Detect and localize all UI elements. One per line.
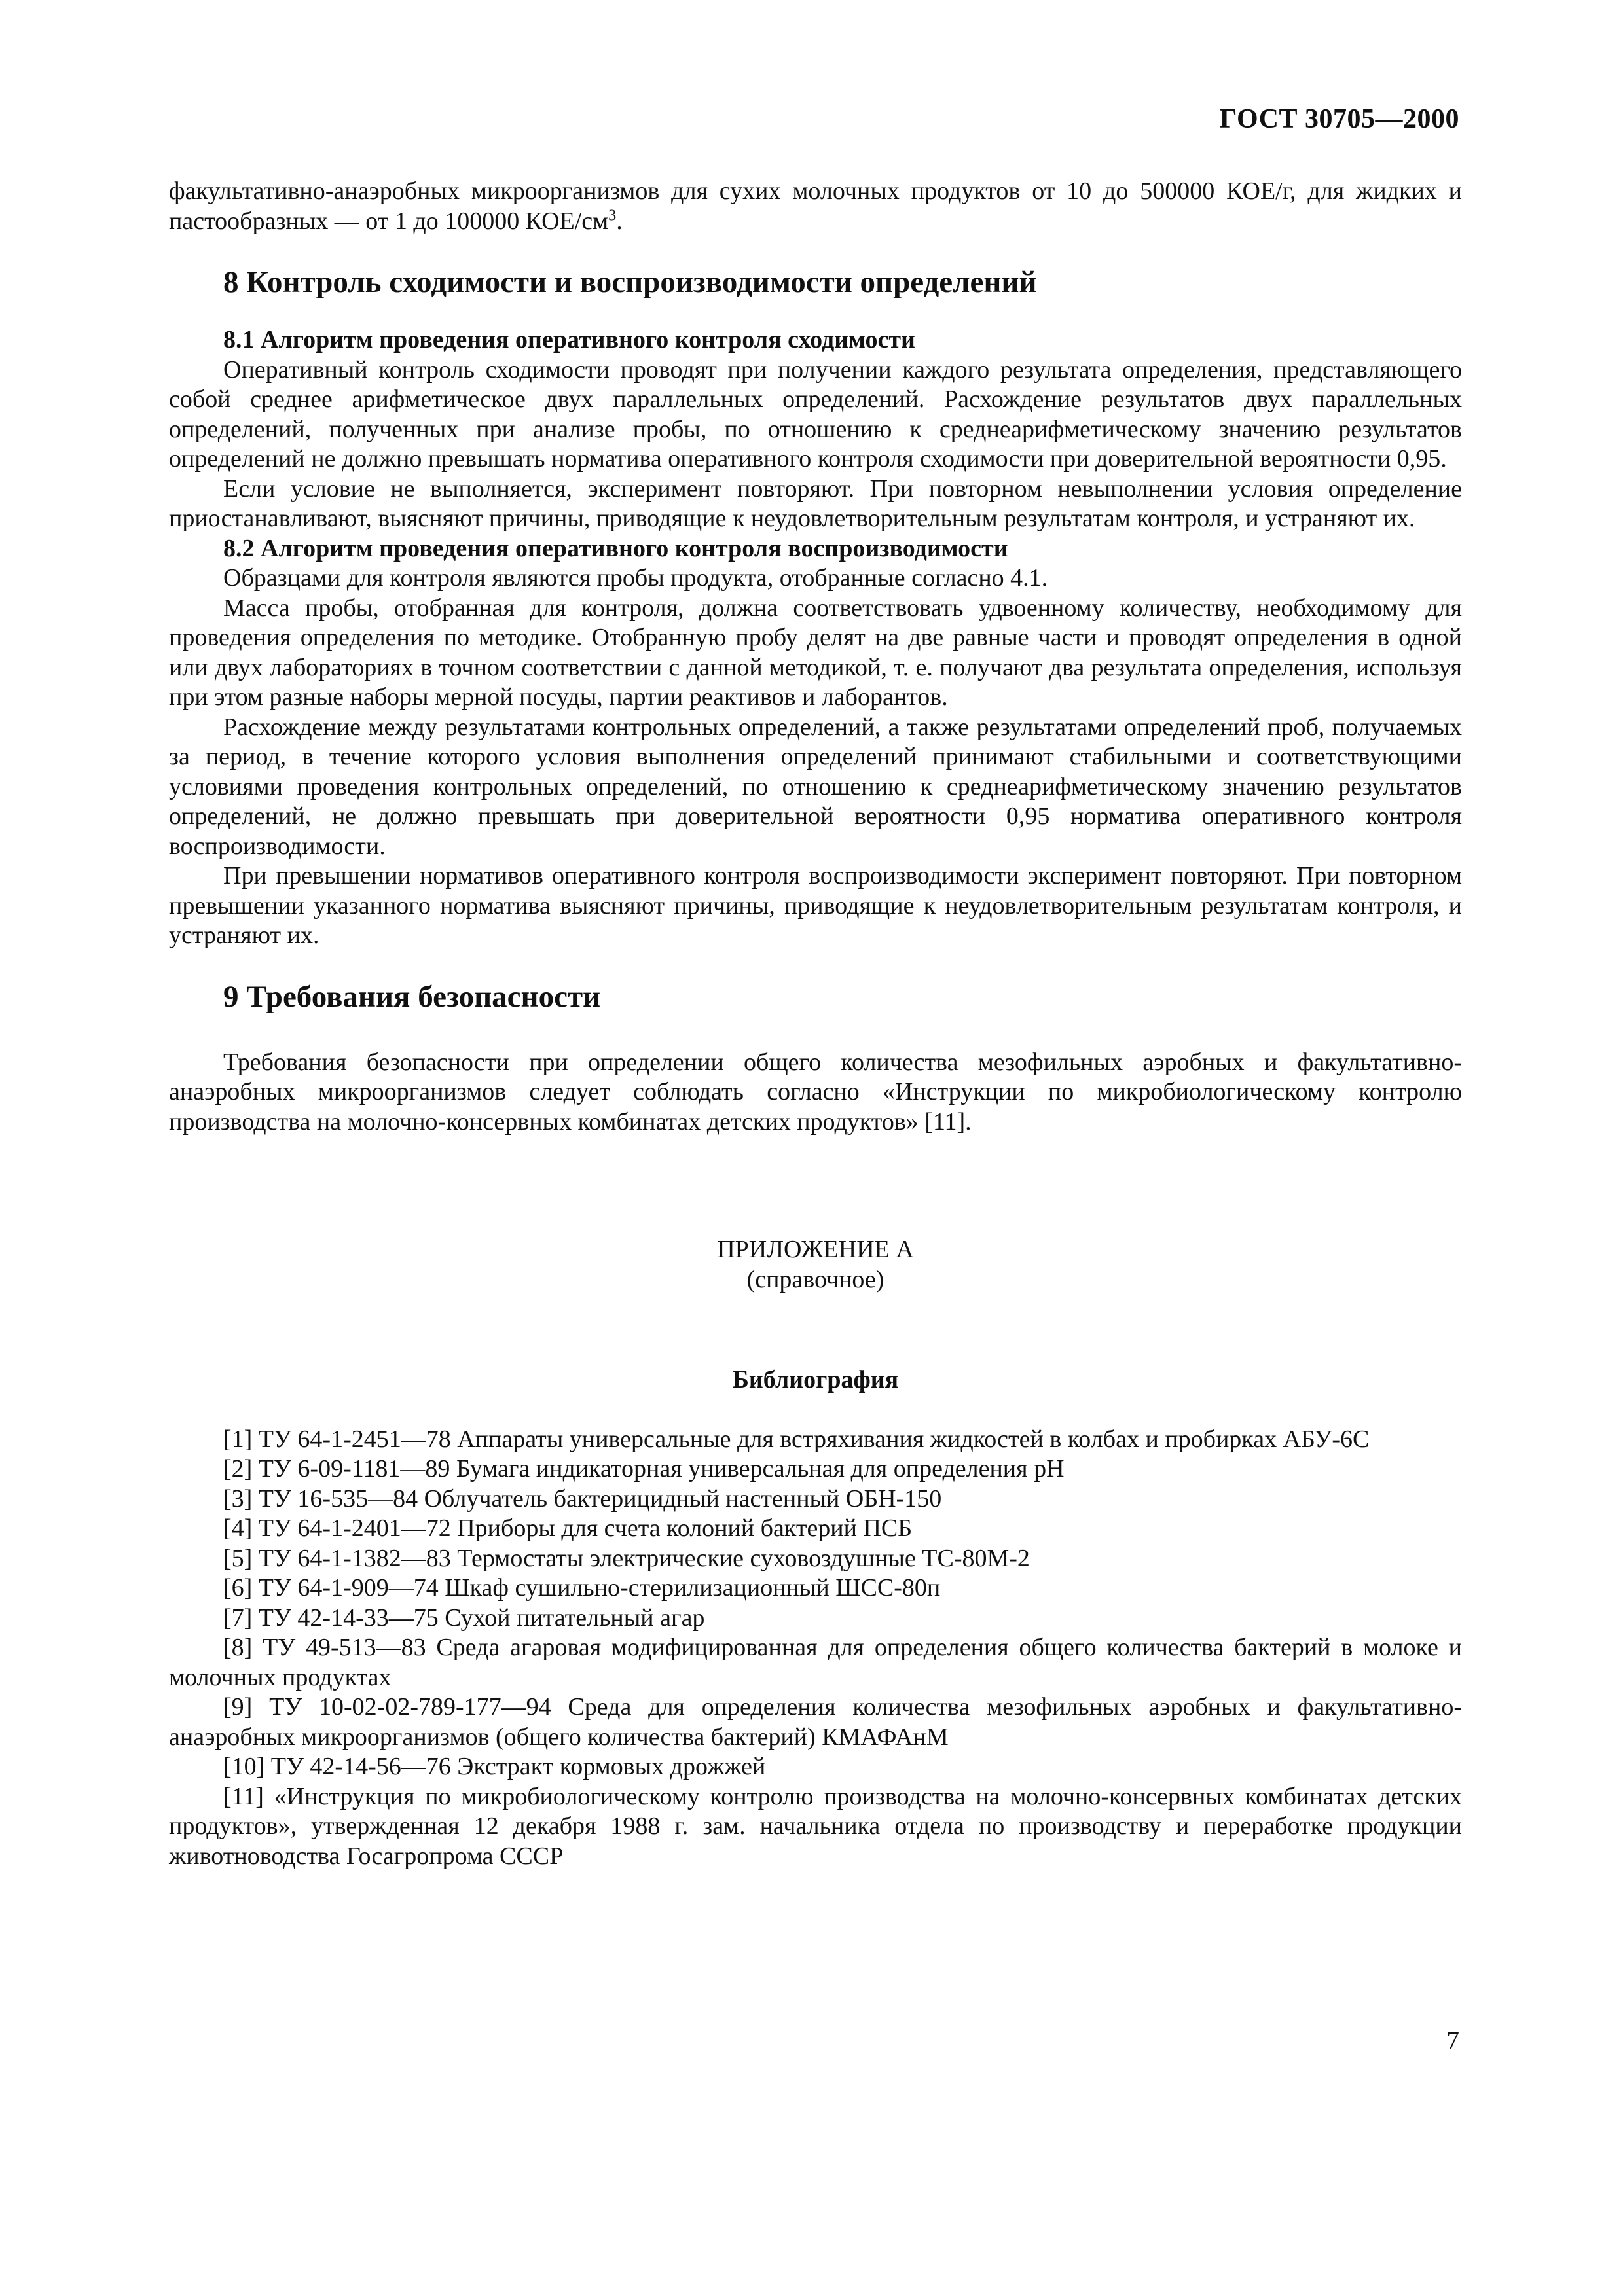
intro-text-end: . — [616, 207, 623, 235]
page-number: 7 — [1446, 2026, 1459, 2055]
appendix-title: ПРИЛОЖЕНИЕ А — [717, 1236, 914, 1263]
bibliography-list — [169, 1425, 1462, 1872]
page-content — [169, 177, 1462, 1871]
bibliography-item: [11] «Инструкция по микробиологическому контролю производства на молочно-консервных комбинатах детских продуктов», утвержденная 12 декабря 1988 г. зам. начальника отдела по производству и переработке продукции животноводства Госагропрома СССР — [169, 1782, 1462, 1870]
bibliography-item: [8] ТУ 49-513—83 Среда агаровая модифицированная для определения общего количества бактерий в молоке и молочных продуктах — [169, 1634, 1462, 1691]
section-8-2-paragraph: При превышении нормативов оперативного контроля воспроизводимости эксперимент повторяют. При повторном превышении указанного норматива выясняют причины, приводящие к неудовлетворительным результатам контроля, и устраняют их. — [169, 862, 1462, 949]
section-9-heading: 9 Требования безопасности — [223, 979, 601, 1014]
bibliography-item: [7] ТУ 42-14-33—75 Сухой питательный агар — [223, 1604, 705, 1632]
section-8-2-paragraph: Масса пробы, отобранная для контроля, должна соответствовать удвоенному количеству, необходимому для проведения определения по методике. Отобранную пробу делят на две равные части и проводят определения в одной или двух лабораториях в точном соответствии с данной методикой, т. е. получают два результата определения, используя при этом разные наборы мерной посуды, партии реактивов и лаборантов. — [169, 594, 1462, 711]
bibliography-item: [10] ТУ 42-14-56—76 Экстракт кормовых дрожжей — [223, 1753, 766, 1780]
bibliography-title: Библиография — [732, 1366, 899, 1393]
bibliography-item: [5] ТУ 64-1-1382—83 Термостаты электрические суховоздушные ТС-80М-2 — [223, 1544, 1030, 1572]
section-8-2-paragraph: Образцами для контроля являются пробы продукта, отобранные согласно 4.1. — [223, 564, 1048, 592]
intro-text: факультативно-анаэробных микроорганизмов для сухих молочных продуктов от 10 до 500000 КОЕ/г, для жидких и пастообразных — от 1 до 100000 КОЕ/см — [169, 177, 1462, 235]
bibliography-item: [2] ТУ 6-09-1181—89 Бумага индикаторная универсальная для определения pH — [223, 1455, 1065, 1482]
section-8-2-paragraph: Расхождение между результатами контрольных определений, а также результатами определений проб, получаемых за период, в течение которого условия выполнения определений принимают стабильными и соответствующими условиями проведения контрольных определений, по отношению к среднеарифметическому значению результатов определений, не должно превышать при доверительной вероятности 0,95 норматива оперативного контроля воспроизводимости. — [169, 713, 1462, 860]
section-8-2-heading: 8.2 Алгоритм проведения оперативного контроля воспроизводимости — [223, 534, 1008, 562]
section-8-heading: 8 Контроль сходимости и воспроизводимости определений — [223, 265, 1037, 299]
section-8-1-paragraph: Если условие не выполняется, эксперимент повторяют. При повторном невыполнении условия определение приостанавливают, выясняют причины, приводящие к неудовлетворительным результатам контроля, и устраняют их. — [169, 475, 1462, 532]
standard-number-header: ГОСТ 30705—2000 — [1219, 104, 1459, 134]
section-9-paragraph: Требования безопасности при определении общего количества мезофильных аэробных и факультативно-анаэробных микроорганизмов следует соблюдать согласно «Инструкции по микробиологическому контролю производства на молочно-консервных комбинатах детских продуктов» [11]. — [169, 1048, 1462, 1136]
intro-superscript: 3 — [608, 206, 617, 224]
bibliography-item: [4] ТУ 64-1-2401—72 Приборы для счета колоний бактерий ПСБ — [223, 1515, 913, 1542]
intro-paragraph — [169, 177, 1462, 236]
bibliography-item: [9] ТУ 10-02-02-789-177—94 Среда для определения количества мезофильных аэробных и факультативно-анаэробных микроорганизмов (общего количества бактерий) КМАФАнМ — [169, 1693, 1462, 1751]
bibliography-item: [1] ТУ 64-1-2451—78 Аппараты универсальные для встряхивания жидкостей в колбах и пробирках АБУ-6С — [223, 1425, 1370, 1453]
bibliography-item: [3] ТУ 16-535—84 Облучатель бактерицидный настенный ОБН-150 — [223, 1484, 942, 1513]
section-8-1-heading: 8.1 Алгоритм проведения оперативного контроля сходимости — [223, 326, 915, 353]
appendix-subtitle: (справочное) — [746, 1265, 884, 1293]
bibliography-item: [6] ТУ 64-1-909—74 Шкаф сушильно-стерилизационный ШСС-80п — [223, 1574, 941, 1602]
section-8-1-paragraph: Оперативный контроль сходимости проводят при получении каждого результата определения, представляющего собой среднее арифметическое двух параллельных определений. Расхождение результатов двух параллельных определений, полученных при анализе пробы, по отношению к среднеарифметическому значению результатов определений не должно превышать норматива оперативного контроля сходимости при доверительной вероятности 0,95. — [169, 355, 1462, 473]
